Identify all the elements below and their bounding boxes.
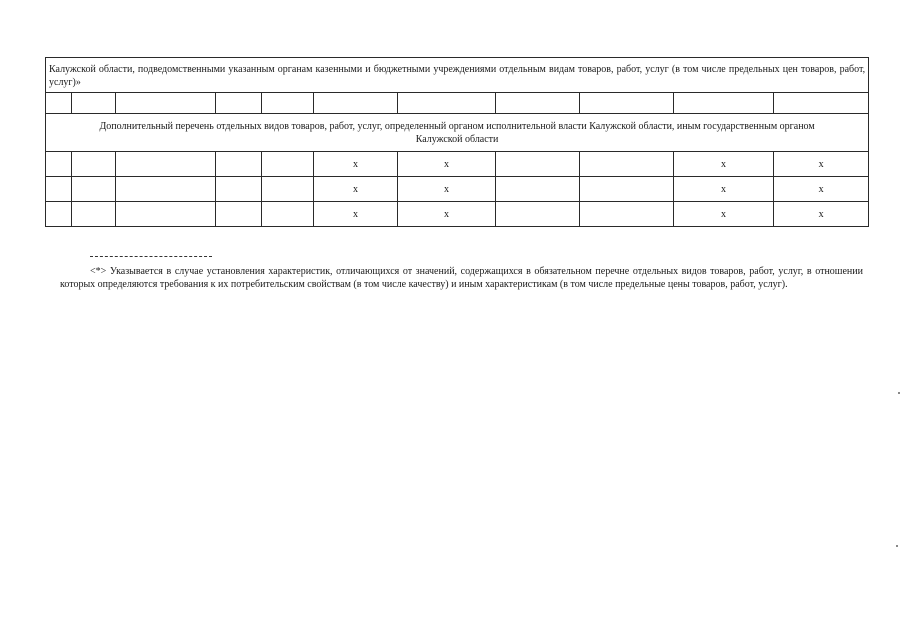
table-cell xyxy=(262,177,314,202)
table-cell xyxy=(46,152,72,177)
table-cell xyxy=(216,202,262,227)
table-cell: x xyxy=(398,152,496,177)
table-empty-row xyxy=(46,93,869,114)
table-cell xyxy=(72,177,116,202)
table-cell: x xyxy=(674,202,774,227)
table-header-text: Калужской области, подведомственными указанным органам казенными и бюджетными учреждениями отдельным видам товаров, работ, услуг (в том числе предельных цен товаров, работ, услуг)» xyxy=(46,58,869,93)
table-cell: x xyxy=(674,152,774,177)
table-cell xyxy=(496,202,580,227)
table-cell xyxy=(46,177,72,202)
table-cell xyxy=(116,177,216,202)
requirements-table xyxy=(45,57,869,227)
table-cell: x xyxy=(398,202,496,227)
table-cell: x xyxy=(774,202,869,227)
table-cell xyxy=(116,202,216,227)
table-cell: x xyxy=(314,152,398,177)
scan-speck xyxy=(896,545,898,547)
table-cell xyxy=(46,202,72,227)
table-cell xyxy=(72,202,116,227)
table-cell: x xyxy=(314,177,398,202)
footnote-separator xyxy=(90,256,212,257)
table-cell xyxy=(216,152,262,177)
table-cell: x xyxy=(398,177,496,202)
table-cell: x xyxy=(774,152,869,177)
table-cell xyxy=(580,152,674,177)
table-row xyxy=(46,202,869,227)
table-cell xyxy=(262,202,314,227)
table-cell xyxy=(580,202,674,227)
table-section-row xyxy=(46,114,869,152)
table-cell xyxy=(72,152,116,177)
scan-speck xyxy=(898,392,900,394)
table-cell xyxy=(496,177,580,202)
table-cell: x xyxy=(674,177,774,202)
table-cell: x xyxy=(314,202,398,227)
table-header-row xyxy=(46,58,869,93)
table-cell xyxy=(216,177,262,202)
section-heading: Дополнительный перечень отдельных видов товаров, работ, услуг, определенный органом исполнительной власти Калужской области, иным государственным органом Калужской области xyxy=(46,114,869,152)
table-cell: x xyxy=(774,177,869,202)
table-cell xyxy=(580,177,674,202)
table-cell xyxy=(116,152,216,177)
table-row xyxy=(46,177,869,202)
table-cell xyxy=(496,152,580,177)
table-row xyxy=(46,152,869,177)
table-cell xyxy=(262,152,314,177)
footnote-text: <*> Указывается в случае установления характеристик, отличающихся от значений, содержащихся в обязательном перечне отдельных видов товаров, работ, услуг, в отношении которых определяются требования к их потребительским свойствам (в том числе качеству) и иным характеристикам (в том числе предельные цены товаров, работ, услуг). xyxy=(60,266,863,290)
